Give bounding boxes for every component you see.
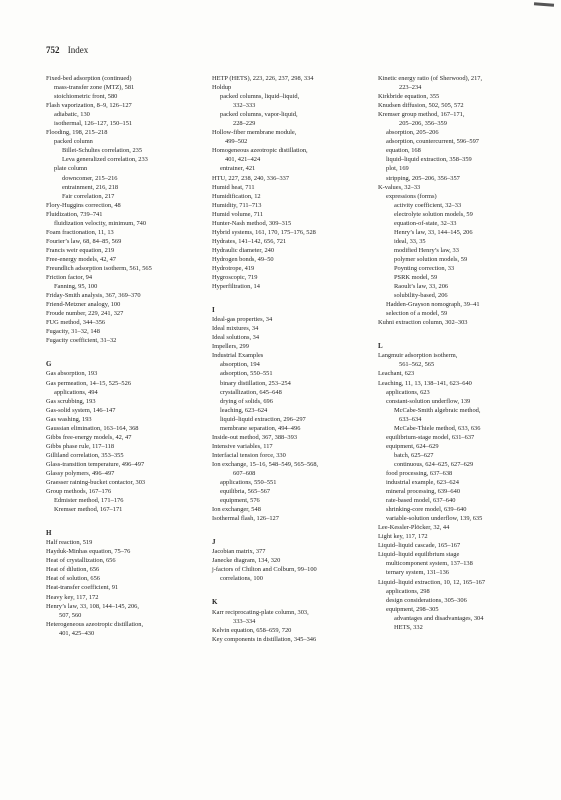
index-column-2 xyxy=(212,74,372,644)
index-entry: Kuhni extraction column, 302–303 xyxy=(378,319,468,327)
index-entry: Hunter-Nash method, 309–315 xyxy=(212,219,292,227)
index-entry: Kremser group method, 167–171, xyxy=(378,111,465,119)
index-entry: Impellers, 299 xyxy=(212,343,249,351)
index-subentry: equipment, 576 xyxy=(220,497,260,505)
index-entry: Ion exchange, 15–16, 548–549, 565–568, xyxy=(212,460,319,468)
index-entry: Jacobian matrix, 377 xyxy=(212,548,266,556)
index-entry: Heat of crystallization, 656 xyxy=(46,557,116,565)
index-subentry: applications, 298 xyxy=(386,587,430,595)
index-subentry: equilibrium-stage model, 631–637 xyxy=(386,433,475,441)
index-subentry: activity coefficient, 32–33 xyxy=(394,201,462,209)
index-entry: Fluidization, 739–741 xyxy=(46,210,103,218)
index-subentry: plate column xyxy=(54,165,88,173)
index-entry: Friday-Smith analysis, 367, 369–370 xyxy=(46,292,141,300)
scan-mark xyxy=(534,2,554,6)
index-subentry: McCabe-Smith algebraic method, xyxy=(394,406,481,414)
index-entry: Francis weir equation, 219 xyxy=(46,246,115,254)
index-entry: Leachant, 623 xyxy=(378,370,415,378)
index-entry: Froude number, 229, 241, 327 xyxy=(46,310,124,318)
index-entry: Gas permeation, 14–15, 525–526 xyxy=(46,379,132,387)
index-subentry: crystallization, 645–648 xyxy=(220,388,282,396)
index-entry: Group methods, 167–176 xyxy=(46,488,112,496)
section-letter: I xyxy=(212,306,215,315)
index-entry: Kelvin equation, 658–659, 720 xyxy=(212,626,292,634)
index-entry-continuation: 401, 421–424 xyxy=(225,156,261,164)
index-entry: HTU, 227, 238, 240, 336–337 xyxy=(212,174,290,182)
index-subentry: entrainer, 421 xyxy=(220,165,256,173)
index-subentry: equipment, 298–305 xyxy=(386,605,439,613)
index-entry-continuation: 499–502 xyxy=(225,138,248,146)
page-header xyxy=(46,45,88,55)
index-entry: Isothermal flash, 126–127 xyxy=(212,515,279,523)
index-entry: Intensive variables, 117 xyxy=(212,442,273,450)
index-entry: Hollow-fiber membrane module, xyxy=(212,129,297,137)
index-subentry: downcomer, 215–216 xyxy=(62,174,118,182)
index-entry: Friend-Metzner analogy, 100 xyxy=(46,301,121,309)
index-subentry: advantages and disadvantages, 304 xyxy=(394,614,484,622)
index-entry-continuation: 633–634 xyxy=(399,415,422,423)
index-entry: Kirkbride equation, 355 xyxy=(378,93,440,101)
index-entry: Gas absorption, 193 xyxy=(46,370,98,378)
index-entry: Flooding, 198, 215–218 xyxy=(46,129,108,137)
index-subentry: packed column xyxy=(54,138,93,146)
index-entry: Graesser raining-bucket contactor, 303 xyxy=(46,479,146,487)
index-subentry: entrainment, 216, 218 xyxy=(62,183,119,191)
index-entry: Gas-solid system, 146–147 xyxy=(46,406,116,414)
page-number: 752 xyxy=(46,45,60,55)
index-subentry: ideal, 33, 35 xyxy=(394,237,426,245)
index-subentry: Henry’s law, 33, 144–145, 206 xyxy=(394,228,473,236)
index-subentry: packed columns, vapor-liquid, xyxy=(220,111,298,119)
index-entry: Hayduk-Minhas equation, 75–76 xyxy=(46,548,131,556)
index-subentry: binary distillation, 253–254 xyxy=(220,379,291,387)
index-subentry: stoichiometric front, 580 xyxy=(54,93,118,101)
index-subentry: drying of solids, 696 xyxy=(220,397,273,405)
index-subentry: equation-of-state, 32–33 xyxy=(394,219,457,227)
index-entry: Hydrogen bonds, 49–50 xyxy=(212,255,274,263)
index-entry: Fugacity coefficient, 31–32 xyxy=(46,337,117,345)
index-entry: Heat-transfer coefficient, 91 xyxy=(46,584,119,592)
index-entry: Gibbs phase rule, 117–118 xyxy=(46,442,115,450)
index-subentry: Fanning, 95, 100 xyxy=(54,283,98,291)
index-entry: Light key, 117, 172 xyxy=(378,533,428,541)
index-subentry: Raoult’s law, 33, 206 xyxy=(394,283,449,291)
index-entry: Heterogeneous azeotropic distillation, xyxy=(46,620,144,628)
index-subentry: solubility-based, 206 xyxy=(394,292,448,300)
index-subentry: Kremser method, 167–171 xyxy=(54,506,123,514)
index-entry: Freundlich adsorption isotherm, 561, 565 xyxy=(46,264,152,272)
index-entry: FUG method, 344–356 xyxy=(46,319,106,327)
index-subentry: ternary system, 131–136 xyxy=(386,569,450,577)
index-subentry: membrane separation, 494–496 xyxy=(220,424,301,432)
index-subentry: adiabatic, 130 xyxy=(54,111,90,119)
index-subentry: adsorption, 550–551 xyxy=(220,370,273,378)
index-subentry: food processing, 637–638 xyxy=(386,469,453,477)
index-entry: Interfacial tension force, 330 xyxy=(212,451,286,459)
index-subentry: isothermal, 126–127, 150–151 xyxy=(54,120,133,128)
index-entry: Flash vaporization, 8–9, 126–127 xyxy=(46,102,132,110)
index-subentry: multicomponent system, 137–138 xyxy=(386,560,473,568)
index-entry-continuation: 507, 560 xyxy=(59,611,82,619)
index-entry: Lee-Kessler-Plöcker, 32, 44 xyxy=(378,524,450,532)
index-subentry: liquid–liquid extraction, 296–297 xyxy=(220,415,306,423)
index-entry: Henry’s law, 33, 108, 144–145, 206, xyxy=(46,602,139,610)
index-subentry: adsorption, countercurrent, 596–597 xyxy=(386,138,479,146)
index-subentry: Fair correlation, 217 xyxy=(62,192,115,200)
section-letter: J xyxy=(212,538,216,547)
index-entry: Half reaction, 519 xyxy=(46,539,93,547)
index-entry: Gibbs free-energy models, 42, 47 xyxy=(46,433,132,441)
index-entry: Humid heat, 711 xyxy=(212,183,255,191)
index-subentry: correlations, 100 xyxy=(220,575,263,583)
index-subentry: absorption, 205–206 xyxy=(386,129,439,137)
index-entry: Humidity, 711–713 xyxy=(212,201,262,209)
section-letter: G xyxy=(46,360,52,369)
index-entry: j-factors of Chilton and Colburn, 99–100 xyxy=(212,566,317,574)
index-subentry: applications, 623 xyxy=(386,388,430,396)
index-subentry: PSRK model, 59 xyxy=(394,274,438,282)
index-entry-continuation: 561–562, 565 xyxy=(399,361,435,369)
index-entry: Foam fractionation, 11, 13 xyxy=(46,228,114,236)
index-entry: Leaching, 11, 13, 138–141, 623–640 xyxy=(378,379,472,387)
index-entry: K-values, 32–33 xyxy=(378,183,421,191)
index-entry: Hyperfiltration, 14 xyxy=(212,283,260,291)
index-entry: Langmuir adsorption isotherm, xyxy=(378,352,458,360)
index-subentry: Edmister method, 171–176 xyxy=(54,497,124,505)
index-entry: Liquid–liquid cascade, 165–167 xyxy=(378,542,461,550)
index-entry: Hydraulic diameter, 240 xyxy=(212,246,275,254)
index-subentry: design considerations, 305–306 xyxy=(386,596,467,604)
index-entry: Heat of solution, 656 xyxy=(46,575,100,583)
index-subentry: plot, 169 xyxy=(386,165,409,173)
index-subentry: polymer solution models, 59 xyxy=(394,255,468,263)
index-subentry: liquid–liquid extraction, 358–359 xyxy=(386,156,472,164)
index-subentry: constant-solution underflow, 139 xyxy=(386,397,471,405)
index-entry: Hygroscopic, 719 xyxy=(212,274,258,282)
index-entry: Glassy polymers, 496–497 xyxy=(46,469,115,477)
index-subentry: shrinking-core model, 639–640 xyxy=(386,506,467,514)
index-entry: Gas washing, 193 xyxy=(46,415,92,423)
index-subentry: Billet-Schultes correlation, 235 xyxy=(62,147,143,155)
index-subentry: HETS, 332 xyxy=(394,623,423,631)
index-subentry: mineral processing, 639–640 xyxy=(386,488,461,496)
section-letter: L xyxy=(378,342,383,351)
index-subentry: selection of a model, 59 xyxy=(386,310,448,318)
index-entry: Fourier’s law, 68, 84–85, 569 xyxy=(46,237,122,245)
index-subentry: expressions (forms) xyxy=(386,192,437,200)
index-entry: Fixed-bed adsorption (continued) xyxy=(46,75,132,82)
index-subentry: batch, 625–627 xyxy=(394,451,434,459)
index-entry-continuation: 607–608 xyxy=(233,469,256,477)
page-title: Index xyxy=(67,45,89,55)
index-entry: Holdup xyxy=(212,84,232,92)
index-entry: Hydrates, 141–142, 656, 721 xyxy=(212,237,287,245)
index-entry: Gas scrubbing, 193 xyxy=(46,397,96,405)
index-entry: Ideal solutions, 34 xyxy=(212,334,260,342)
index-subentry: mass-transfer zone (MTZ), 581 xyxy=(54,84,135,92)
index-column-3 xyxy=(378,74,546,632)
index-subentry: Hadden-Grayson nomograph, 39–41 xyxy=(386,301,480,309)
index-entry: Karr reciprocating-plate column, 303, xyxy=(212,608,309,616)
index-entry: Flory-Huggins correction, 48 xyxy=(46,201,121,209)
index-entry-continuation: 332–333 xyxy=(233,102,256,110)
index-entry: Hydrotrope, 419 xyxy=(212,264,255,272)
index-subentry: rate-based model, 637–640 xyxy=(386,497,456,505)
index-entry: Fugacity, 31–32, 148 xyxy=(46,328,100,336)
index-entry: Gilliland correlation, 353–355 xyxy=(46,451,124,459)
index-subentry: stripping, 205–206, 356–357 xyxy=(386,174,460,182)
index-entry: Heavy key, 117, 172 xyxy=(46,593,99,601)
index-entry-continuation: 223–234 xyxy=(399,84,422,92)
index-entry: Hybrid systems, 161, 170, 175–176, 528 xyxy=(212,228,316,236)
index-entry: Ion exchanger, 548 xyxy=(212,506,261,514)
index-entry: Ideal mixtures, 34 xyxy=(212,325,259,333)
index-entry: Free-energy models, 42, 47 xyxy=(46,255,116,263)
index-column-1 xyxy=(46,74,206,638)
index-entry: Janecke diagram, 134, 320 xyxy=(212,557,281,565)
index-entry: Gaussian elimination, 163–164, 368 xyxy=(46,424,139,432)
index-subentry: applications, 550–551 xyxy=(220,479,277,487)
section-letter: H xyxy=(46,529,52,538)
index-subentry: absorption, 194 xyxy=(220,361,260,369)
index-entry: Heat of dilution, 656 xyxy=(46,566,100,574)
index-subentry: leaching, 623–624 xyxy=(220,406,268,414)
index-entry: Kinetic energy ratio (of Sherwood), 217, xyxy=(378,75,483,82)
index-entry: Liquid–liquid extraction, 10, 12, 165–167 xyxy=(378,578,486,586)
index-entry: Liquid–liquid equilibrium stage xyxy=(378,551,460,559)
index-subentry: modified Henry’s law, 33 xyxy=(394,246,459,254)
index-subentry: equilibria, 565–567 xyxy=(220,488,271,496)
index-entry: Knudsen diffusion, 502, 505, 572 xyxy=(378,102,464,110)
index-entry: Humid volume, 711 xyxy=(212,210,264,218)
index-entry: Ideal-gas properties, 34 xyxy=(212,316,273,324)
index-subentry: Leva generalized correlation, 233 xyxy=(62,156,148,164)
index-entry: Key components in distillation, 345–346 xyxy=(212,635,317,643)
index-entry: HETP (HETS), 223, 226, 237, 298, 334 xyxy=(212,75,314,82)
index-subentry: McCabe-Thiele method, 633, 636 xyxy=(394,424,481,432)
index-entry-continuation: 205–206, 356–359 xyxy=(399,120,447,128)
index-subentry: electrolyte solution models, 59 xyxy=(394,210,473,218)
index-entry-continuation: 333–334 xyxy=(233,617,256,625)
index-subentry: packed columns, liquid–liquid, xyxy=(220,93,300,101)
index-subentry: equation, 168 xyxy=(386,147,421,155)
index-entry: Glass-transition temperature, 496–497 xyxy=(46,460,145,468)
index-entry: Friction factor, 94 xyxy=(46,274,93,282)
index-subentry: applications, 494 xyxy=(54,388,98,396)
index-entry: Industrial Examples xyxy=(212,352,264,360)
index-subentry: fluidization velocity, minimum, 740 xyxy=(54,219,147,227)
index-entry-continuation: 228–229 xyxy=(233,120,256,128)
index-subentry: variable-solution underflow, 139, 635 xyxy=(386,515,483,523)
index-entry: Inside-out method, 367, 388–393 xyxy=(212,433,298,441)
index-entry-continuation: 401, 425–430 xyxy=(59,629,95,637)
index-subentry: industrial example, 623–624 xyxy=(386,479,459,487)
index-subentry: equipment, 624–629 xyxy=(386,442,439,450)
section-letter: K xyxy=(212,598,218,607)
index-subentry: continuous, 624–625, 627–629 xyxy=(394,460,474,468)
index-entry: Humidification, 12 xyxy=(212,192,261,200)
index-entry: Homogeneous azeotropic distillation, xyxy=(212,147,308,155)
index-subentry: Poynting correction, 33 xyxy=(394,264,455,272)
